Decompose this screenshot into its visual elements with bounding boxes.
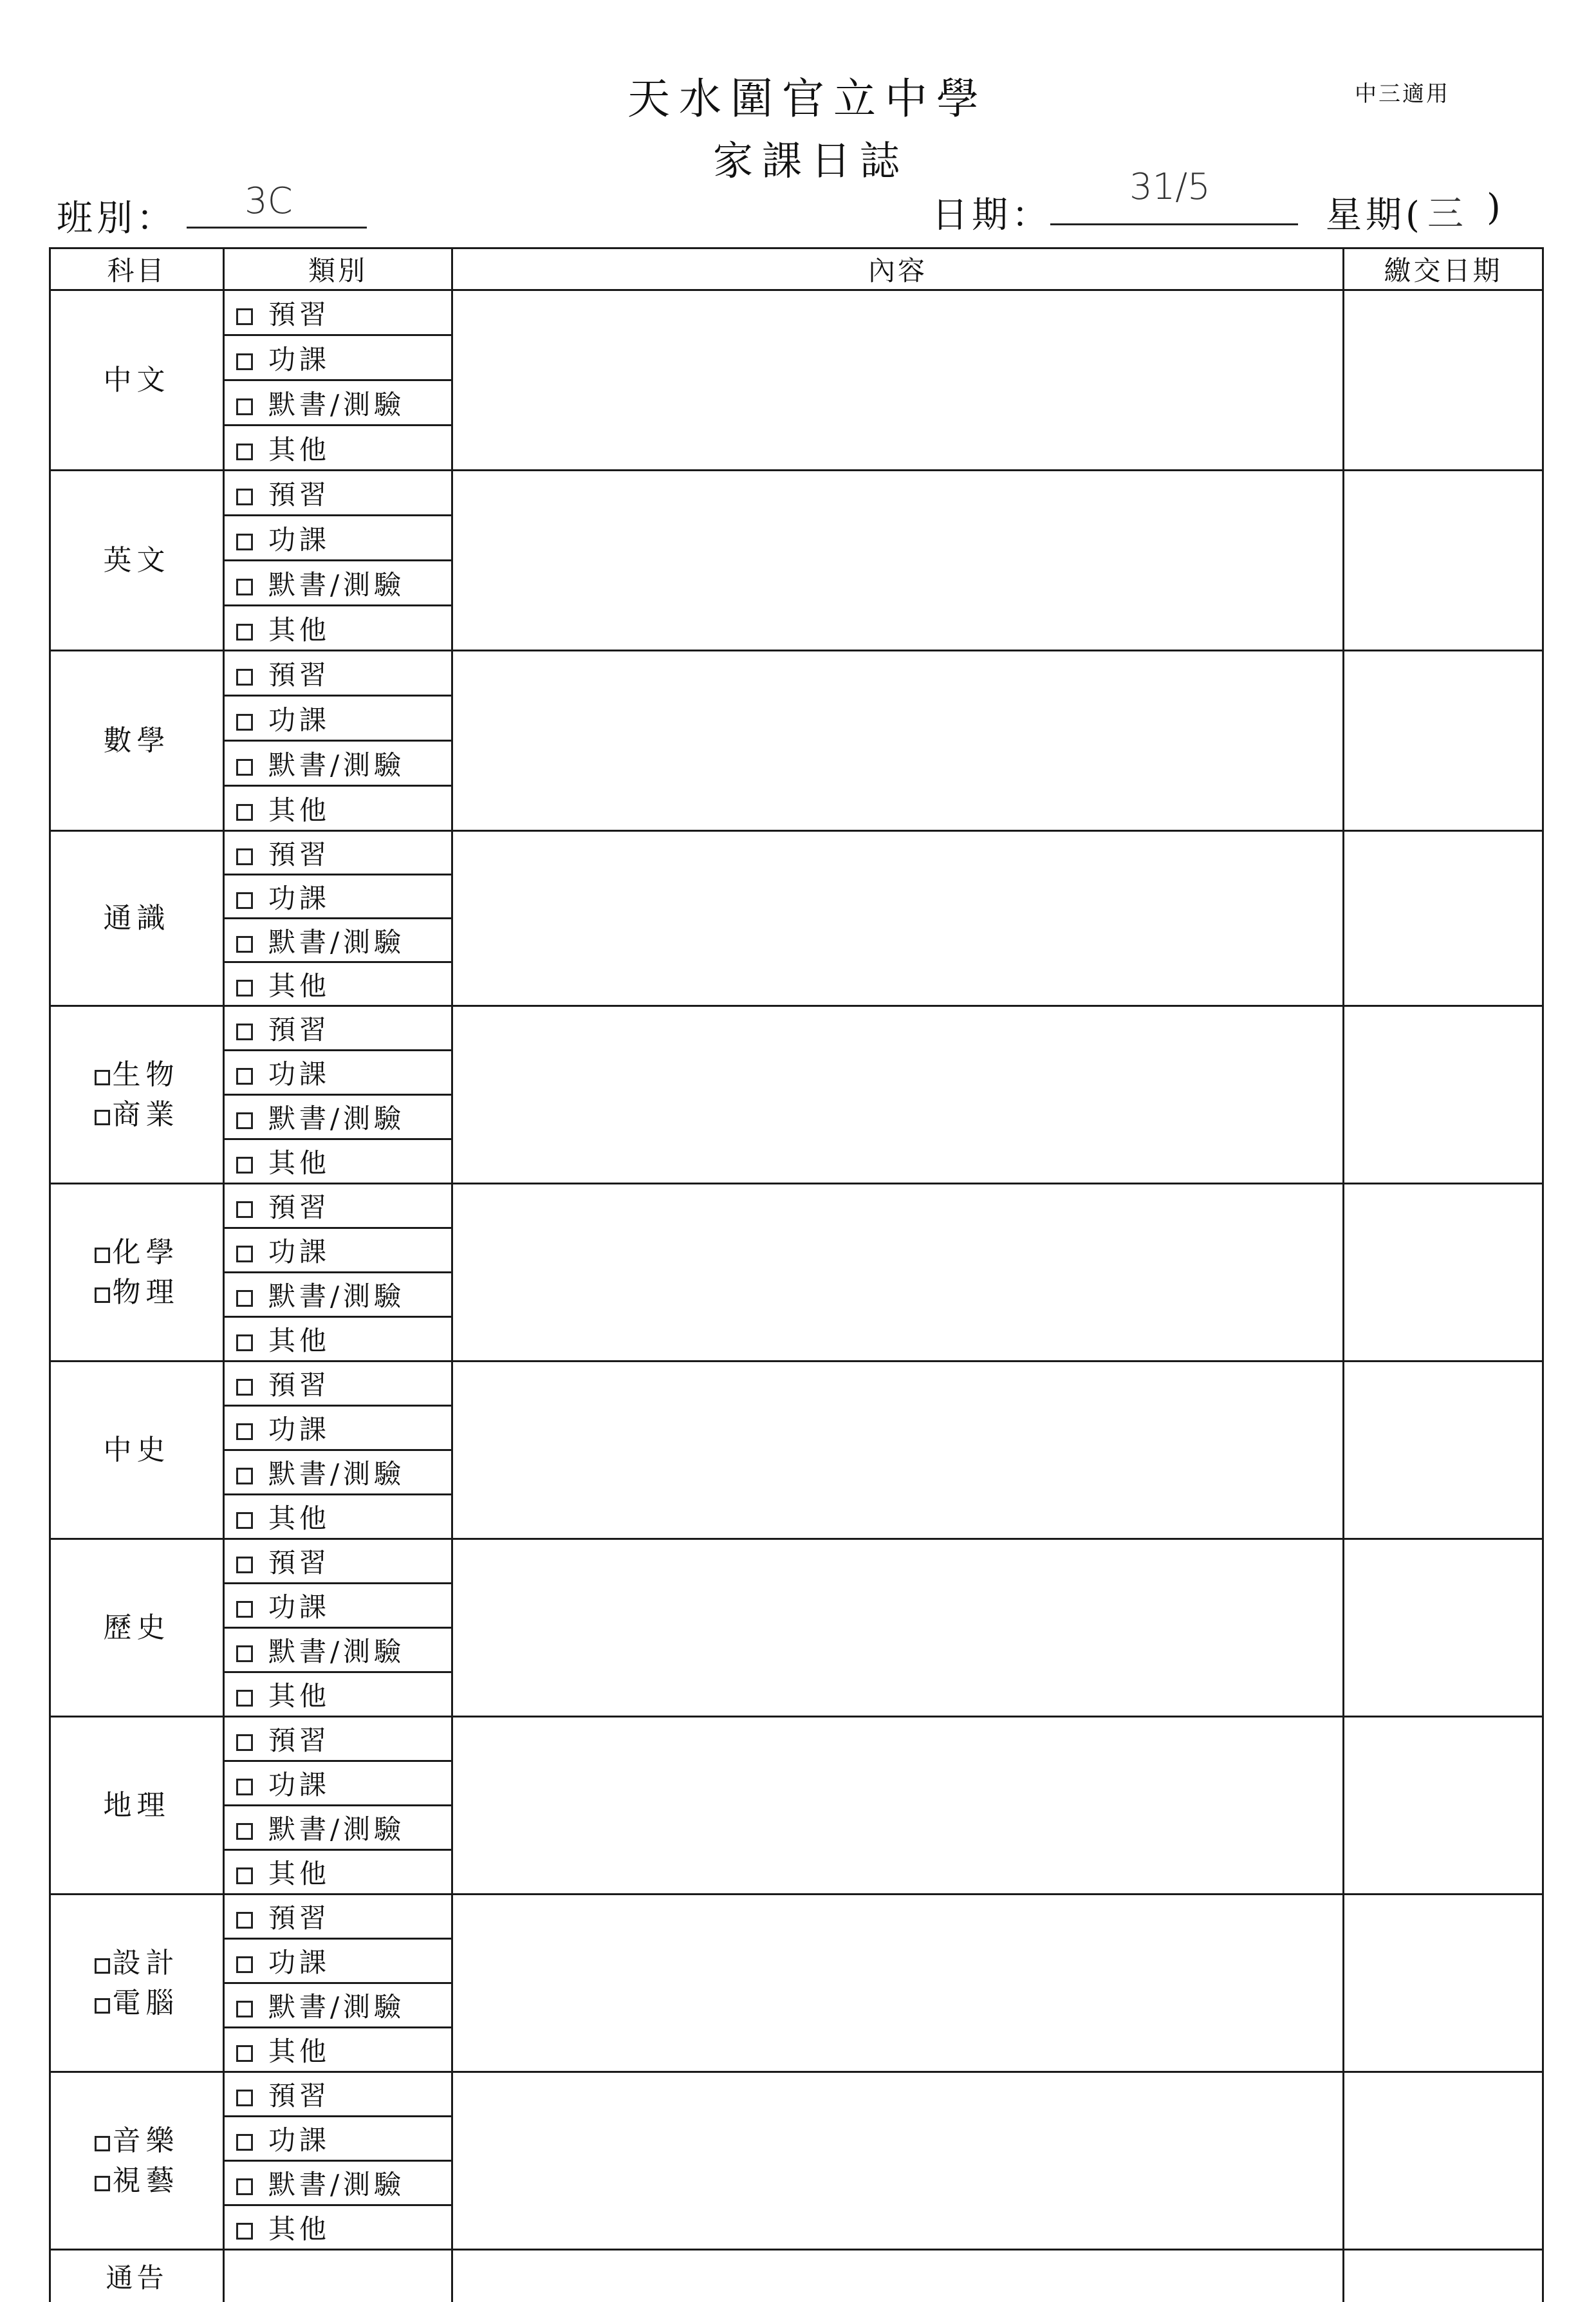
checkbox-icon[interactable] bbox=[236, 444, 253, 460]
subject-cell bbox=[50, 651, 224, 831]
subject-cell bbox=[50, 1184, 224, 1362]
subject-cell bbox=[50, 1717, 224, 1895]
table-row bbox=[50, 651, 1543, 696]
category-label: 其他 bbox=[268, 434, 330, 465]
category-option[interactable] bbox=[224, 1095, 452, 1139]
category-label: 其他 bbox=[268, 2213, 330, 2245]
date-underline bbox=[1050, 223, 1298, 225]
category-label: 默書/測驗 bbox=[268, 926, 405, 958]
subject-label: 通識 bbox=[104, 902, 171, 935]
category-label: 預習 bbox=[268, 659, 330, 691]
checkbox-icon[interactable] bbox=[236, 534, 253, 550]
checkbox-icon[interactable] bbox=[236, 1468, 253, 1484]
due-date-cell[interactable] bbox=[1344, 290, 1543, 471]
content-cell[interactable] bbox=[452, 290, 1344, 471]
category-label: 功課 bbox=[268, 524, 330, 556]
content-cell[interactable] bbox=[452, 1184, 1344, 1362]
category-label: 功課 bbox=[268, 1236, 330, 1268]
subject-option[interactable] bbox=[51, 2161, 223, 2201]
subject-label: 視藝 bbox=[113, 2164, 180, 2197]
table-row bbox=[50, 2072, 1543, 2117]
subject-cell bbox=[50, 2072, 224, 2250]
table-row bbox=[50, 1717, 1543, 1761]
subject-label: 歷史 bbox=[104, 1611, 171, 1644]
subject-option[interactable] bbox=[51, 1055, 223, 1095]
category-label: 其他 bbox=[268, 1147, 330, 1179]
content-cell[interactable] bbox=[452, 1006, 1344, 1184]
category-option[interactable] bbox=[224, 1495, 452, 1539]
category-option[interactable] bbox=[224, 651, 452, 696]
category-label: 預習 bbox=[268, 1902, 330, 1934]
category-label: 其他 bbox=[268, 1680, 330, 1712]
checkbox-icon[interactable] bbox=[236, 624, 253, 641]
category-option[interactable] bbox=[224, 606, 452, 651]
school-name: 天水圍官立中學 bbox=[0, 64, 1596, 126]
category-option[interactable] bbox=[224, 516, 452, 561]
category-option[interactable] bbox=[224, 1006, 452, 1051]
subject-label: 物理 bbox=[113, 1276, 180, 1309]
checkbox-icon[interactable] bbox=[236, 1645, 253, 1662]
checkbox-icon[interactable] bbox=[236, 1557, 253, 1573]
table-row bbox=[50, 1895, 1543, 1939]
category-label: 功課 bbox=[268, 883, 330, 914]
table-row bbox=[50, 471, 1543, 516]
category-option[interactable] bbox=[224, 1139, 452, 1184]
category-label: 功課 bbox=[268, 1769, 330, 1801]
category-label: 默書/測驗 bbox=[268, 569, 405, 601]
category-option[interactable] bbox=[224, 1273, 452, 1317]
subject-option[interactable] bbox=[51, 1273, 223, 1313]
subject-label: 中文 bbox=[104, 364, 171, 397]
column-header-due-date: 繳交日期 bbox=[1344, 248, 1543, 290]
category-label: 預習 bbox=[268, 1369, 330, 1401]
category-label: 默書/測驗 bbox=[268, 389, 405, 420]
due-date-cell[interactable] bbox=[1344, 1362, 1543, 1539]
due-date-cell[interactable] bbox=[1344, 1184, 1543, 1362]
table-row bbox=[50, 1006, 1543, 1051]
checkbox-icon[interactable] bbox=[236, 1334, 253, 1351]
category-label: 其他 bbox=[268, 794, 330, 826]
checkbox-icon[interactable] bbox=[236, 308, 253, 325]
subject-cell bbox=[50, 1362, 224, 1539]
category-option[interactable] bbox=[224, 1983, 452, 2028]
category-label: 默書/測驗 bbox=[268, 2169, 405, 2200]
content-cell[interactable] bbox=[452, 1539, 1344, 1717]
category-label: 功課 bbox=[268, 1058, 330, 1090]
due-date-cell[interactable] bbox=[1344, 651, 1543, 831]
category-option[interactable] bbox=[224, 1051, 452, 1095]
subject-option[interactable] bbox=[51, 2121, 223, 2161]
table-row bbox=[50, 1362, 1543, 1406]
category-label: 功課 bbox=[268, 1591, 330, 1623]
content-cell[interactable] bbox=[452, 1362, 1344, 1539]
weekday-close: ) bbox=[1487, 187, 1505, 229]
category-option[interactable] bbox=[224, 471, 452, 516]
applicable-note: 中三適用 bbox=[1355, 76, 1450, 108]
form-title: 家課日誌 bbox=[0, 129, 1596, 186]
weekday-value[interactable]: 三 bbox=[1427, 185, 1463, 237]
checkbox-icon[interactable] bbox=[236, 1112, 253, 1129]
class-underline bbox=[187, 227, 367, 229]
category-option[interactable] bbox=[224, 1672, 452, 1717]
subject-label: 中史 bbox=[104, 1434, 171, 1466]
checkbox-icon[interactable] bbox=[95, 2176, 110, 2191]
category-label: 預習 bbox=[268, 1547, 330, 1578]
category-option[interactable] bbox=[224, 1539, 452, 1584]
checkbox-icon[interactable] bbox=[236, 2178, 253, 2195]
homework-table bbox=[49, 247, 1544, 2302]
checkbox-icon[interactable] bbox=[236, 489, 253, 505]
category-option[interactable] bbox=[224, 1806, 452, 1850]
category-label: 預習 bbox=[268, 839, 330, 870]
subject-cell bbox=[50, 471, 224, 651]
checkbox-icon[interactable] bbox=[95, 1110, 110, 1125]
category-label: 默書/測驗 bbox=[268, 1636, 405, 1667]
category-label: 預習 bbox=[268, 2080, 330, 2111]
subject-option[interactable] bbox=[51, 1983, 223, 2023]
subject-option bbox=[51, 899, 223, 939]
checkbox-icon[interactable] bbox=[236, 1157, 253, 1174]
category-label: 默書/測驗 bbox=[268, 749, 405, 781]
category-label: 其他 bbox=[268, 1325, 330, 1356]
due-date-cell[interactable] bbox=[1344, 1895, 1543, 2072]
category-option[interactable] bbox=[224, 2028, 452, 2072]
category-label: 預習 bbox=[268, 299, 330, 330]
category-option[interactable] bbox=[224, 2161, 452, 2205]
checkbox-icon[interactable] bbox=[236, 1512, 253, 1529]
category-label: 功課 bbox=[268, 344, 330, 375]
content-cell[interactable] bbox=[452, 831, 1344, 1006]
notice-label: 通告 bbox=[50, 2250, 224, 2302]
checkbox-icon[interactable] bbox=[236, 1423, 253, 1440]
category-label: 預習 bbox=[268, 1725, 330, 1756]
content-cell[interactable] bbox=[452, 1717, 1344, 1895]
category-option[interactable] bbox=[224, 696, 452, 741]
subject-label: 設計 bbox=[113, 1947, 180, 1979]
category-option[interactable] bbox=[224, 335, 452, 380]
checkbox-icon[interactable] bbox=[236, 579, 253, 595]
category-option[interactable] bbox=[224, 962, 452, 1006]
category-label: 其他 bbox=[268, 2035, 330, 2067]
checkbox-icon[interactable] bbox=[95, 1958, 110, 1974]
checkbox-icon[interactable] bbox=[95, 2136, 110, 2151]
due-date-cell[interactable] bbox=[1344, 2072, 1543, 2250]
subject-label: 電腦 bbox=[113, 1987, 180, 2019]
checkbox-icon[interactable] bbox=[236, 936, 253, 953]
checkbox-icon[interactable] bbox=[236, 759, 253, 776]
subject-option bbox=[51, 1608, 223, 1648]
checkbox-icon[interactable] bbox=[236, 2001, 253, 2017]
category-option[interactable] bbox=[224, 1317, 452, 1362]
table-row bbox=[50, 831, 1543, 875]
category-label: 功課 bbox=[268, 704, 330, 736]
category-option[interactable] bbox=[224, 426, 452, 471]
category-label: 預習 bbox=[268, 1192, 330, 1223]
checkbox-icon[interactable] bbox=[236, 1290, 253, 1307]
category-option[interactable] bbox=[224, 1895, 452, 1939]
category-option[interactable] bbox=[224, 1939, 452, 1983]
content-cell[interactable] bbox=[452, 1895, 1344, 2072]
category-option[interactable] bbox=[224, 1362, 452, 1406]
checkbox-icon[interactable] bbox=[236, 1912, 253, 1929]
checkbox-icon[interactable] bbox=[95, 1070, 110, 1085]
class-value[interactable]: 3C bbox=[245, 180, 293, 222]
checkbox-icon[interactable] bbox=[236, 1823, 253, 1840]
category-option[interactable] bbox=[224, 2072, 452, 2117]
category-option[interactable] bbox=[224, 1406, 452, 1450]
subject-label: 英文 bbox=[104, 544, 171, 577]
checkbox-icon[interactable] bbox=[236, 1690, 253, 1707]
category-option[interactable] bbox=[224, 1228, 452, 1273]
category-label: 默書/測驗 bbox=[268, 1991, 405, 2023]
category-option[interactable] bbox=[224, 741, 452, 786]
table-row bbox=[50, 1539, 1543, 1584]
category-option[interactable] bbox=[224, 786, 452, 831]
checkbox-icon[interactable] bbox=[236, 980, 253, 997]
due-date-cell[interactable] bbox=[1344, 1539, 1543, 1717]
category-label: 預習 bbox=[268, 1014, 330, 1045]
subject-option bbox=[51, 360, 223, 400]
checkbox-icon[interactable] bbox=[236, 1867, 253, 1884]
checkbox-icon[interactable] bbox=[236, 1779, 253, 1795]
category-label: 默書/測驗 bbox=[268, 1813, 405, 1845]
subject-cell bbox=[50, 1895, 224, 2072]
checkbox-icon[interactable] bbox=[236, 2134, 253, 2151]
column-header-category: 類別 bbox=[224, 248, 452, 290]
checkbox-icon[interactable] bbox=[236, 1246, 253, 1262]
checkbox-icon[interactable] bbox=[236, 1068, 253, 1085]
subject-label: 數學 bbox=[104, 724, 171, 757]
category-option[interactable] bbox=[224, 1761, 452, 1806]
checkbox-icon[interactable] bbox=[236, 2223, 253, 2240]
category-label: 功課 bbox=[268, 1414, 330, 1445]
checkbox-icon[interactable] bbox=[236, 1024, 253, 1040]
category-label: 其他 bbox=[268, 1502, 330, 1534]
checkbox-icon[interactable] bbox=[236, 2090, 253, 2106]
category-option[interactable] bbox=[224, 561, 452, 606]
subject-cell bbox=[50, 831, 224, 1006]
subject-option[interactable] bbox=[51, 1943, 223, 1983]
subject-label: 商業 bbox=[113, 1098, 180, 1131]
category-option[interactable] bbox=[224, 290, 452, 335]
class-label: 班別： bbox=[57, 190, 176, 241]
checkbox-icon[interactable] bbox=[236, 1734, 253, 1751]
category-label: 默書/測驗 bbox=[268, 1103, 405, 1134]
subject-option bbox=[51, 1430, 223, 1470]
subject-cell bbox=[50, 1006, 224, 1184]
content-cell[interactable] bbox=[452, 471, 1344, 651]
category-option[interactable] bbox=[224, 1450, 452, 1495]
subject-cell bbox=[50, 290, 224, 471]
subject-cell bbox=[50, 1539, 224, 1717]
subject-option[interactable] bbox=[51, 1095, 223, 1135]
category-option[interactable] bbox=[224, 380, 452, 426]
checkbox-icon[interactable] bbox=[236, 1601, 253, 1618]
category-option[interactable] bbox=[224, 1628, 452, 1672]
category-option[interactable] bbox=[224, 831, 452, 875]
date-label: 日期： bbox=[932, 187, 1052, 238]
checkbox-icon[interactable] bbox=[236, 1956, 253, 1973]
category-label: 功課 bbox=[268, 2124, 330, 2156]
category-label: 其他 bbox=[268, 614, 330, 646]
category-option[interactable] bbox=[224, 875, 452, 919]
table-body bbox=[50, 290, 1543, 2302]
subject-option bbox=[51, 1786, 223, 1826]
checkbox-icon[interactable] bbox=[236, 848, 253, 865]
checkbox-icon[interactable] bbox=[95, 1287, 110, 1303]
column-header-content: 內容 bbox=[452, 248, 1344, 290]
category-label: 預習 bbox=[268, 479, 330, 510]
category-option[interactable] bbox=[224, 2205, 452, 2250]
table-row bbox=[50, 290, 1543, 335]
subject-label: 地理 bbox=[104, 1789, 171, 1822]
checkbox-icon[interactable] bbox=[236, 804, 253, 821]
category-label: 其他 bbox=[268, 970, 330, 1002]
category-label: 其他 bbox=[268, 1858, 330, 1889]
checkbox-icon[interactable] bbox=[236, 353, 253, 370]
column-header-subject: 科目 bbox=[50, 248, 224, 290]
checkbox-icon[interactable] bbox=[95, 1248, 110, 1263]
due-date-cell[interactable] bbox=[1344, 1717, 1543, 1895]
category-label: 默書/測驗 bbox=[268, 1458, 405, 1490]
category-option[interactable] bbox=[224, 1717, 452, 1761]
category-option[interactable] bbox=[224, 1850, 452, 1895]
date-value[interactable]: 31/5 bbox=[1129, 166, 1211, 208]
subject-option bbox=[51, 721, 223, 761]
category-option[interactable] bbox=[224, 1584, 452, 1628]
table-header-row bbox=[50, 248, 1543, 290]
due-date-cell[interactable] bbox=[1344, 1006, 1543, 1184]
checkbox-icon[interactable] bbox=[236, 714, 253, 731]
table-row bbox=[50, 1184, 1543, 1228]
checkbox-icon[interactable] bbox=[236, 2045, 253, 2062]
checkbox-icon[interactable] bbox=[236, 892, 253, 909]
content-cell[interactable] bbox=[452, 2072, 1344, 2250]
checkbox-icon[interactable] bbox=[236, 669, 253, 686]
category-option[interactable] bbox=[224, 919, 452, 962]
subject-label: 生物 bbox=[113, 1058, 180, 1091]
checkbox-icon[interactable] bbox=[236, 1379, 253, 1396]
subject-label: 音樂 bbox=[113, 2124, 180, 2157]
subject-label: 化學 bbox=[113, 1236, 180, 1269]
category-label: 默書/測驗 bbox=[268, 1280, 405, 1312]
due-date-cell[interactable] bbox=[1344, 831, 1543, 1006]
category-option[interactable] bbox=[224, 2117, 452, 2161]
subject-option[interactable] bbox=[51, 1233, 223, 1273]
due-date-cell[interactable] bbox=[1344, 471, 1543, 651]
content-cell[interactable] bbox=[452, 651, 1344, 831]
checkbox-icon[interactable] bbox=[236, 398, 253, 415]
checkbox-icon[interactable] bbox=[236, 1201, 253, 1218]
category-label: 功課 bbox=[268, 1947, 330, 1978]
category-option[interactable] bbox=[224, 1184, 452, 1228]
checkbox-icon[interactable] bbox=[95, 1998, 110, 2014]
subject-option bbox=[51, 541, 223, 581]
weekday-label: 星期( bbox=[1326, 187, 1424, 238]
